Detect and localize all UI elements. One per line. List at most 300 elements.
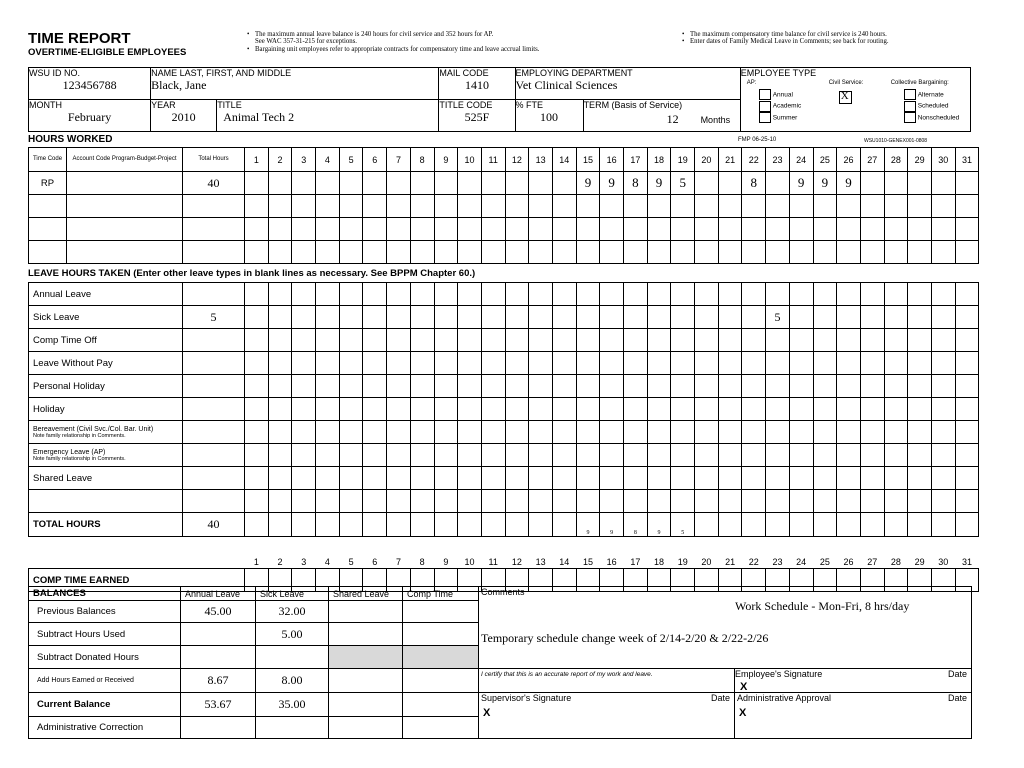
leave-day-cell[interactable]: [789, 398, 813, 421]
leave-day-cell[interactable]: [789, 306, 813, 329]
leave-day-cell[interactable]: [481, 444, 505, 467]
total-day-cell[interactable]: 9: [576, 513, 600, 537]
leave-day-cell[interactable]: [624, 398, 648, 421]
leave-day-cell[interactable]: [695, 421, 719, 444]
day-cell[interactable]: [339, 195, 363, 218]
leave-day-cell[interactable]: [552, 283, 576, 306]
leave-day-cell[interactable]: [813, 467, 837, 490]
leave-day-cell[interactable]: [600, 490, 624, 513]
leave-day-cell[interactable]: [671, 283, 695, 306]
leave-day-cell[interactable]: [860, 306, 884, 329]
leave-day-cell[interactable]: [410, 398, 434, 421]
balance-value-cell[interactable]: [403, 601, 479, 623]
total-day-cell[interactable]: [387, 513, 411, 537]
leave-day-cell[interactable]: [789, 352, 813, 375]
day-cell[interactable]: [529, 218, 553, 241]
day-cell[interactable]: [481, 172, 505, 195]
leave-day-cell[interactable]: [245, 490, 269, 513]
day-cell[interactable]: [268, 195, 292, 218]
day-cell[interactable]: [552, 195, 576, 218]
total-day-cell[interactable]: [316, 513, 340, 537]
day-cell[interactable]: [505, 241, 529, 264]
leave-day-cell[interactable]: [884, 283, 908, 306]
leave-day-cell[interactable]: [316, 421, 340, 444]
leave-day-cell[interactable]: [410, 329, 434, 352]
leave-day-cell[interactable]: [624, 444, 648, 467]
leave-day-cell[interactable]: [860, 490, 884, 513]
leave-day-cell[interactable]: [245, 421, 269, 444]
leave-day-cell[interactable]: [908, 306, 932, 329]
leave-day-cell[interactable]: [813, 329, 837, 352]
total-day-cell[interactable]: [434, 513, 458, 537]
leave-day-cell[interactable]: [505, 375, 529, 398]
leave-day-cell[interactable]: [908, 444, 932, 467]
day-cell[interactable]: [600, 218, 624, 241]
leave-day-cell[interactable]: [387, 467, 411, 490]
day-cell[interactable]: [624, 195, 648, 218]
leave-day-cell[interactable]: [671, 352, 695, 375]
day-cell[interactable]: [387, 218, 411, 241]
leave-day-cell[interactable]: [837, 352, 861, 375]
leave-day-cell[interactable]: [529, 444, 553, 467]
leave-day-cell[interactable]: [718, 329, 742, 352]
day-cell[interactable]: [434, 195, 458, 218]
time-code-cell[interactable]: [29, 241, 67, 264]
balance-value-cell[interactable]: [329, 669, 403, 693]
day-cell[interactable]: [268, 218, 292, 241]
day-cell[interactable]: [955, 241, 979, 264]
leave-day-cell[interactable]: [813, 352, 837, 375]
total-day-cell[interactable]: [505, 513, 529, 537]
leave-day-cell[interactable]: [789, 329, 813, 352]
leave-day-cell[interactable]: [576, 352, 600, 375]
day-cell[interactable]: [813, 195, 837, 218]
total-day-cell[interactable]: [955, 513, 979, 537]
leave-day-cell[interactable]: [600, 329, 624, 352]
leave-day-cell[interactable]: [505, 490, 529, 513]
leave-day-cell[interactable]: [671, 444, 695, 467]
leave-day-cell[interactable]: [931, 283, 955, 306]
balance-value-cell[interactable]: [403, 693, 479, 717]
leave-day-cell[interactable]: [695, 490, 719, 513]
leave-day-cell[interactable]: [766, 329, 790, 352]
total-day-cell[interactable]: [766, 513, 790, 537]
day-cell[interactable]: [671, 241, 695, 264]
day-cell[interactable]: [387, 195, 411, 218]
leave-day-cell[interactable]: [481, 421, 505, 444]
leave-day-cell[interactable]: [458, 421, 482, 444]
leave-day-cell[interactable]: [860, 283, 884, 306]
leave-day-cell[interactable]: [718, 283, 742, 306]
leave-day-cell[interactable]: [624, 490, 648, 513]
leave-day-cell[interactable]: [458, 444, 482, 467]
day-cell[interactable]: [576, 218, 600, 241]
total-day-cell[interactable]: [718, 513, 742, 537]
balance-value-cell[interactable]: [329, 717, 403, 739]
leave-day-cell[interactable]: [813, 444, 837, 467]
leave-day-cell[interactable]: [434, 375, 458, 398]
leave-day-cell[interactable]: [624, 329, 648, 352]
leave-day-cell[interactable]: [600, 467, 624, 490]
leave-day-cell[interactable]: [292, 444, 316, 467]
balance-value-cell[interactable]: [403, 623, 479, 646]
leave-day-cell[interactable]: [434, 306, 458, 329]
leave-day-cell[interactable]: [505, 283, 529, 306]
leave-day-cell[interactable]: [410, 421, 434, 444]
leave-day-cell[interactable]: [908, 467, 932, 490]
leave-day-cell[interactable]: [363, 283, 387, 306]
balance-value-cell[interactable]: [181, 646, 256, 669]
leave-day-cell[interactable]: [955, 329, 979, 352]
balance-value-cell[interactable]: 32.00: [256, 601, 329, 623]
leave-day-cell[interactable]: [552, 421, 576, 444]
leave-day-cell[interactable]: [600, 375, 624, 398]
leave-day-cell[interactable]: [837, 329, 861, 352]
leave-day-cell[interactable]: [624, 421, 648, 444]
balance-value-cell[interactable]: [329, 601, 403, 623]
day-cell[interactable]: [458, 195, 482, 218]
leave-day-cell[interactable]: [718, 375, 742, 398]
leave-total-cell[interactable]: [183, 375, 245, 398]
fte-cell[interactable]: % FTE 100: [515, 100, 583, 132]
total-day-cell[interactable]: [789, 513, 813, 537]
leave-day-cell[interactable]: [505, 467, 529, 490]
leave-day-cell[interactable]: [434, 352, 458, 375]
day-cell[interactable]: [481, 195, 505, 218]
leave-day-cell[interactable]: [576, 421, 600, 444]
leave-day-cell[interactable]: [884, 444, 908, 467]
leave-day-cell[interactable]: [600, 283, 624, 306]
day-cell[interactable]: [363, 218, 387, 241]
leave-day-cell[interactable]: [505, 306, 529, 329]
leave-day-cell[interactable]: [576, 306, 600, 329]
day-cell[interactable]: 9: [837, 172, 861, 195]
leave-total-cell[interactable]: [183, 467, 245, 490]
leave-day-cell[interactable]: [813, 283, 837, 306]
leave-day-cell[interactable]: [742, 375, 766, 398]
leave-total-cell[interactable]: [183, 352, 245, 375]
leave-day-cell[interactable]: [292, 329, 316, 352]
leave-day-cell[interactable]: [718, 352, 742, 375]
leave-day-cell[interactable]: [434, 467, 458, 490]
leave-day-cell[interactable]: [671, 398, 695, 421]
leave-day-cell[interactable]: [339, 306, 363, 329]
leave-day-cell[interactable]: [789, 490, 813, 513]
leave-day-cell[interactable]: [505, 352, 529, 375]
day-cell[interactable]: [718, 241, 742, 264]
day-cell[interactable]: [316, 172, 340, 195]
leave-day-cell[interactable]: [742, 329, 766, 352]
account-code-cell[interactable]: [67, 195, 183, 218]
leave-day-cell[interactable]: [884, 352, 908, 375]
leave-day-cell[interactable]: [718, 306, 742, 329]
leave-day-cell[interactable]: [339, 490, 363, 513]
leave-day-cell[interactable]: [718, 444, 742, 467]
balance-value-cell[interactable]: 5.00: [256, 623, 329, 646]
account-code-cell[interactable]: [67, 218, 183, 241]
leave-day-cell[interactable]: [292, 490, 316, 513]
total-day-cell[interactable]: 9: [600, 513, 624, 537]
leave-day-cell[interactable]: [552, 398, 576, 421]
leave-day-cell[interactable]: [245, 329, 269, 352]
total-hours-value[interactable]: 40: [183, 513, 245, 537]
leave-day-cell[interactable]: [931, 306, 955, 329]
leave-day-cell[interactable]: [292, 352, 316, 375]
leave-day-cell[interactable]: [552, 444, 576, 467]
leave-day-cell[interactable]: [647, 283, 671, 306]
leave-day-cell[interactable]: [624, 352, 648, 375]
leave-day-cell[interactable]: [576, 444, 600, 467]
leave-day-cell[interactable]: [339, 467, 363, 490]
day-cell[interactable]: [718, 218, 742, 241]
leave-day-cell[interactable]: [245, 444, 269, 467]
day-cell[interactable]: [671, 195, 695, 218]
day-cell[interactable]: [955, 172, 979, 195]
leave-day-cell[interactable]: [434, 421, 458, 444]
day-cell[interactable]: [908, 218, 932, 241]
day-cell[interactable]: [695, 241, 719, 264]
day-cell[interactable]: [481, 241, 505, 264]
day-cell[interactable]: [671, 218, 695, 241]
leave-day-cell[interactable]: [505, 398, 529, 421]
day-cell[interactable]: [292, 241, 316, 264]
leave-day-cell[interactable]: [316, 283, 340, 306]
leave-day-cell[interactable]: [766, 467, 790, 490]
leave-day-cell[interactable]: [268, 490, 292, 513]
leave-day-cell[interactable]: [647, 329, 671, 352]
leave-day-cell[interactable]: [268, 467, 292, 490]
leave-day-cell[interactable]: [671, 490, 695, 513]
day-cell[interactable]: [908, 172, 932, 195]
leave-day-cell[interactable]: [387, 352, 411, 375]
leave-day-cell[interactable]: [671, 467, 695, 490]
leave-day-cell[interactable]: [552, 329, 576, 352]
total-day-cell[interactable]: [529, 513, 553, 537]
leave-day-cell[interactable]: [410, 306, 434, 329]
leave-day-cell[interactable]: [363, 306, 387, 329]
leave-day-cell[interactable]: [481, 283, 505, 306]
balance-value-cell[interactable]: [181, 717, 256, 739]
leave-day-cell[interactable]: [245, 398, 269, 421]
day-cell[interactable]: [647, 195, 671, 218]
total-day-cell[interactable]: [931, 513, 955, 537]
account-code-cell[interactable]: [67, 172, 183, 195]
day-cell[interactable]: [363, 241, 387, 264]
day-cell[interactable]: [837, 195, 861, 218]
total-day-cell[interactable]: [410, 513, 434, 537]
day-cell[interactable]: 9: [576, 172, 600, 195]
leave-day-cell[interactable]: [458, 352, 482, 375]
leave-day-cell[interactable]: [576, 467, 600, 490]
leave-day-cell[interactable]: [766, 444, 790, 467]
leave-day-cell[interactable]: [813, 398, 837, 421]
day-cell[interactable]: [434, 172, 458, 195]
day-cell[interactable]: [837, 241, 861, 264]
leave-day-cell[interactable]: [789, 421, 813, 444]
day-cell[interactable]: [410, 241, 434, 264]
leave-day-cell[interactable]: [458, 490, 482, 513]
total-day-cell[interactable]: [813, 513, 837, 537]
leave-day-cell[interactable]: [410, 283, 434, 306]
day-cell[interactable]: [245, 241, 269, 264]
leave-day-cell[interactable]: [766, 375, 790, 398]
leave-day-cell[interactable]: [552, 306, 576, 329]
leave-day-cell[interactable]: [860, 398, 884, 421]
balance-value-cell[interactable]: 8.67: [181, 669, 256, 693]
supervisor-signature-cell[interactable]: Supervisor's Signature Date X: [479, 693, 735, 739]
day-cell[interactable]: [292, 172, 316, 195]
ap-summer-checkbox[interactable]: [759, 112, 771, 123]
dept-cell[interactable]: EMPLOYING DEPARTMENT Vet Clinical Sciences: [515, 68, 740, 100]
total-hours-cell[interactable]: [183, 241, 245, 264]
day-cell[interactable]: [529, 172, 553, 195]
mail-cell[interactable]: MAIL CODE 1410: [439, 68, 515, 100]
balance-value-cell[interactable]: [256, 717, 329, 739]
leave-day-cell[interactable]: [529, 490, 553, 513]
civil-service-checkbox[interactable]: X: [839, 91, 852, 104]
day-cell[interactable]: [316, 241, 340, 264]
leave-day-cell[interactable]: [742, 467, 766, 490]
total-hours-cell[interactable]: 40: [183, 172, 245, 195]
leave-day-cell[interactable]: [908, 421, 932, 444]
leave-day-cell[interactable]: [742, 283, 766, 306]
leave-day-cell[interactable]: [813, 490, 837, 513]
leave-day-cell[interactable]: [860, 467, 884, 490]
leave-day-cell[interactable]: [789, 467, 813, 490]
leave-day-cell[interactable]: [695, 444, 719, 467]
leave-day-cell[interactable]: [742, 490, 766, 513]
leave-day-cell[interactable]: [292, 306, 316, 329]
day-cell[interactable]: [766, 218, 790, 241]
leave-day-cell[interactable]: 5: [766, 306, 790, 329]
leave-day-cell[interactable]: [955, 375, 979, 398]
leave-day-cell[interactable]: [908, 490, 932, 513]
day-cell[interactable]: [955, 195, 979, 218]
leave-day-cell[interactable]: [529, 352, 553, 375]
day-cell[interactable]: [766, 195, 790, 218]
leave-day-cell[interactable]: [860, 375, 884, 398]
day-cell[interactable]: [387, 172, 411, 195]
total-day-cell[interactable]: [837, 513, 861, 537]
leave-day-cell[interactable]: [339, 444, 363, 467]
leave-day-cell[interactable]: [363, 421, 387, 444]
leave-day-cell[interactable]: [647, 467, 671, 490]
leave-day-cell[interactable]: [766, 421, 790, 444]
leave-day-cell[interactable]: [529, 398, 553, 421]
cb-scheduled-checkbox[interactable]: [904, 101, 916, 112]
leave-day-cell[interactable]: [316, 398, 340, 421]
leave-day-cell[interactable]: [624, 375, 648, 398]
administrative-approval-cell[interactable]: Administrative Approval Date X: [735, 693, 972, 739]
leave-day-cell[interactable]: [410, 375, 434, 398]
leave-day-cell[interactable]: [884, 421, 908, 444]
leave-day-cell[interactable]: [600, 444, 624, 467]
day-cell[interactable]: [884, 172, 908, 195]
leave-day-cell[interactable]: [695, 329, 719, 352]
leave-day-cell[interactable]: [837, 375, 861, 398]
total-day-cell[interactable]: 9: [647, 513, 671, 537]
total-day-cell[interactable]: [742, 513, 766, 537]
day-cell[interactable]: [339, 172, 363, 195]
day-cell[interactable]: [268, 172, 292, 195]
leave-day-cell[interactable]: [339, 283, 363, 306]
leave-day-cell[interactable]: [931, 375, 955, 398]
leave-day-cell[interactable]: [766, 352, 790, 375]
leave-day-cell[interactable]: [695, 398, 719, 421]
leave-day-cell[interactable]: [529, 375, 553, 398]
leave-day-cell[interactable]: [813, 375, 837, 398]
leave-day-cell[interactable]: [434, 398, 458, 421]
balance-value-cell[interactable]: [181, 623, 256, 646]
balance-value-cell[interactable]: 53.67: [181, 693, 256, 717]
leave-day-cell[interactable]: [529, 421, 553, 444]
day-cell[interactable]: [292, 195, 316, 218]
leave-day-cell[interactable]: [316, 467, 340, 490]
leave-day-cell[interactable]: [955, 421, 979, 444]
leave-day-cell[interactable]: [268, 283, 292, 306]
day-cell[interactable]: [600, 241, 624, 264]
leave-day-cell[interactable]: [576, 490, 600, 513]
leave-day-cell[interactable]: [434, 283, 458, 306]
leave-day-cell[interactable]: [766, 398, 790, 421]
leave-day-cell[interactable]: [931, 490, 955, 513]
leave-day-cell[interactable]: [860, 421, 884, 444]
total-day-cell[interactable]: 8: [624, 513, 648, 537]
day-cell[interactable]: [245, 195, 269, 218]
leave-day-cell[interactable]: [789, 375, 813, 398]
leave-day-cell[interactable]: [292, 467, 316, 490]
leave-day-cell[interactable]: [529, 283, 553, 306]
leave-day-cell[interactable]: [837, 490, 861, 513]
leave-day-cell[interactable]: [339, 375, 363, 398]
leave-total-cell[interactable]: [183, 283, 245, 306]
day-cell[interactable]: [931, 218, 955, 241]
leave-day-cell[interactable]: [458, 375, 482, 398]
leave-day-cell[interactable]: [387, 329, 411, 352]
day-cell[interactable]: [576, 195, 600, 218]
leave-day-cell[interactable]: [505, 421, 529, 444]
day-cell[interactable]: [458, 241, 482, 264]
leave-day-cell[interactable]: [931, 352, 955, 375]
leave-day-cell[interactable]: [766, 283, 790, 306]
leave-day-cell[interactable]: [884, 398, 908, 421]
leave-day-cell[interactable]: [481, 329, 505, 352]
time-code-cell[interactable]: [29, 218, 67, 241]
leave-day-cell[interactable]: [245, 306, 269, 329]
leave-day-cell[interactable]: [955, 398, 979, 421]
leave-day-cell[interactable]: [884, 329, 908, 352]
leave-day-cell[interactable]: [742, 306, 766, 329]
leave-day-cell[interactable]: [837, 398, 861, 421]
leave-day-cell[interactable]: [647, 352, 671, 375]
day-cell[interactable]: [529, 241, 553, 264]
day-cell[interactable]: [766, 241, 790, 264]
total-day-cell[interactable]: [458, 513, 482, 537]
total-hours-cell[interactable]: [183, 195, 245, 218]
leave-day-cell[interactable]: [481, 306, 505, 329]
cb-alternate-checkbox[interactable]: [904, 89, 916, 100]
leave-day-cell[interactable]: [339, 398, 363, 421]
ap-academic-checkbox[interactable]: [759, 101, 771, 112]
day-cell[interactable]: [931, 241, 955, 264]
total-day-cell[interactable]: [884, 513, 908, 537]
day-cell[interactable]: [458, 172, 482, 195]
balance-value-cell[interactable]: [329, 623, 403, 646]
total-hours-cell[interactable]: [183, 218, 245, 241]
leave-day-cell[interactable]: [813, 306, 837, 329]
day-cell[interactable]: [837, 218, 861, 241]
balance-value-cell[interactable]: [329, 646, 403, 669]
